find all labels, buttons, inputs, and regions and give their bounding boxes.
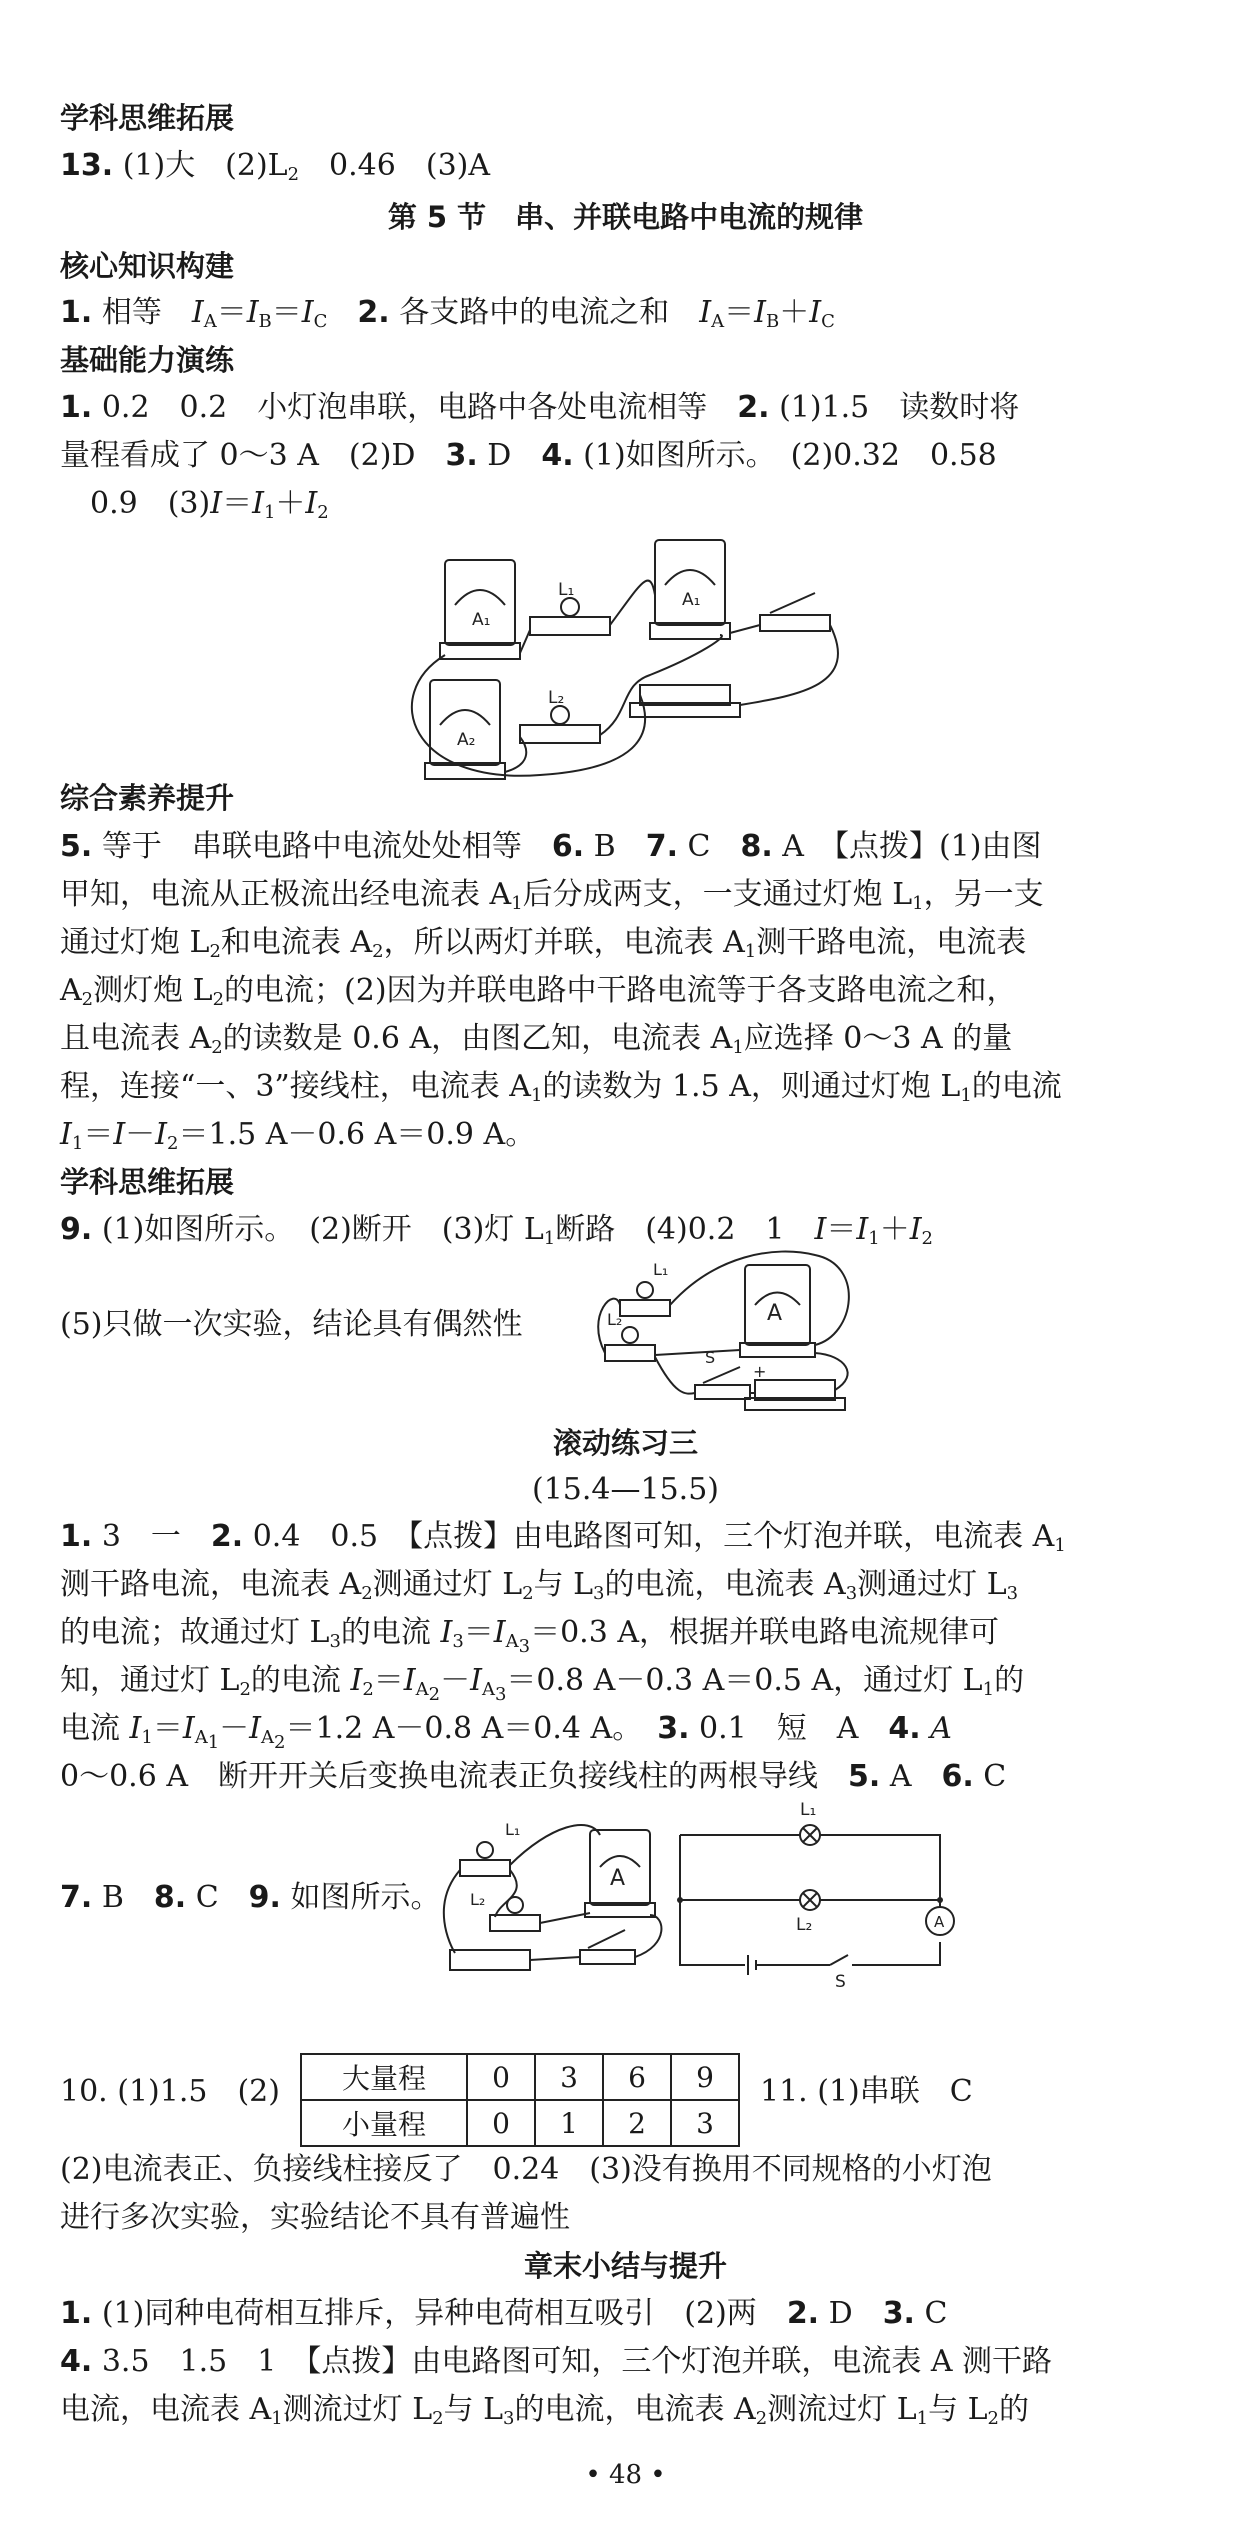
answer-line: 量程看成了 0～3 A (2)D 3. D 4. (1)如图所示。 (2)0.32 0.58 [60, 438, 997, 473]
answer-line: 的电流；故通过灯 $L_3$的电流 $I_3=I_{A_3}=0.3$ A，根据并联电路电流规律可 [60, 1615, 1000, 1657]
table-cell: 小量程 [301, 2100, 467, 2146]
answer-line: 进行多次实验，实验结论不具有普遍性 [60, 2200, 570, 2235]
label-L1: L₁ [800, 1800, 817, 1820]
answer-line: 9. (1)如图所示。 (2)断开 (3)灯 $L_1$断路 (4)0.2 1 $I=I_1+I_2$ [60, 1212, 933, 1249]
label-S: S [705, 1348, 716, 1367]
answer-line: 且电流表 $A_2$的读数是 0.6 A，由图乙知，电流表 $A_1$应选择 0～3 A 的量 [60, 1021, 1013, 1058]
section-heading: 综合素养提升 [60, 781, 235, 815]
answer-line: 电流 $I_1=I_{A_1}-I_{A_2}=1.2$ A－0.8 A＝0.4 A。 3. 0.1 短 A 4. A [60, 1711, 952, 1753]
section-heading: 学科思维拓展 [60, 101, 235, 135]
range-note: (15.4—15.5) [531, 1472, 719, 1507]
label-A: A [610, 1866, 626, 1891]
answer-line: 11. (1)串联 C [760, 2074, 973, 2109]
answer-line: 1. (1)同种电荷相互排斥，异种电荷相互吸引 (2)两 2. D 3. C [60, 2296, 948, 2331]
section-heading: 学科思维拓展 [60, 1165, 235, 1199]
answer-line: 1. 3 一 2. 0.4 0.5 【点拨】由电路图可知，三个灯泡并联，电流表 $A_1$ [60, 1519, 1066, 1556]
answer-line: 1. 相等 $I_A=I_B=I_C$ 2. 各支路中的电流之和 $I_A=I_B+I_C$ [60, 295, 835, 332]
table-cell: 2 [603, 2100, 671, 2146]
table-row [301, 2054, 739, 2100]
label-plus: + [753, 1362, 767, 1381]
label-L2: L₂ [548, 688, 565, 708]
label-L1: L₁ [558, 580, 575, 600]
answer-line: $A_2$测灯炮 $L_2$的电流；(2)因为并联电路中干路电流等于各支路电流之和， [60, 973, 1017, 1010]
answer-line: 0.9 $(3)I=I_1+I_2$ [60, 486, 329, 523]
answer-line: 甲知，电流从正极流出经电流表 $A_1$后分成两支，一支通过灯炮 $L_1$，另一支 [60, 877, 1044, 914]
answer-line: 13. (1)大 $(2)L_2$ 0.46 (3)A [60, 148, 491, 185]
section-title: 滚动练习三 [552, 1426, 698, 1460]
table-cell: 1 [535, 2100, 603, 2146]
answer-line: $I_1=I-I_2=1.5$ A－0.6 A＝0.9 A。 [60, 1117, 536, 1154]
label-A1: A₁ [472, 610, 491, 630]
table-cell: 3 [671, 2100, 739, 2146]
label-S: S [835, 1972, 846, 1990]
section-title: 章末小结与提升 [523, 2249, 727, 2283]
answer-line: 0～0.6 A 断开开关后变换电流表正负接线柱的两根导线 5. A 6. C [60, 1759, 1007, 1794]
circuit-figure-3 [430, 1805, 670, 1980]
answer-line: 7. B 8. C 9. 如图所示。 [60, 1880, 441, 1915]
table-cell: 0 [467, 2100, 535, 2146]
label-L2: L₂ [607, 1310, 623, 1329]
answer-line: 电流，电流表 $A_1$测流过灯 $L_2$与 $L_3$的电流，电流表 $A_2$测流过灯 $L_1$与 $L_2$的 [60, 2392, 1029, 2429]
label-A2: A₂ [457, 730, 476, 750]
section-heading: 基础能力演练 [60, 343, 235, 377]
table-cell: 0 [467, 2054, 535, 2100]
answer-line: 5. 等于 串联电路中电流处处相等 6. B 7. C 8. A 【点拨】(1)由图 [60, 829, 1042, 864]
label-A1: A₁ [682, 590, 701, 610]
section-title: 第 5 节 串、并联电路中电流的规律 [387, 200, 864, 234]
range-table [300, 2053, 740, 2147]
table-prefix: 10. (1)1.5 (2) [60, 2074, 280, 2109]
answer-line: 程，连接“一、3”接线柱，电流表 $A_1$的读数为 1.5 A，则通过灯炮 $L_1$的电流 [60, 1069, 1062, 1106]
table-cell: 6 [603, 2054, 671, 2100]
table-row [301, 2100, 739, 2146]
circuit-figure-2 [595, 1245, 855, 1420]
table-cell: 9 [671, 2054, 739, 2100]
answer-line: 1. 0.2 0.2 小灯泡串联，电路中各处电流相等 2. (1)1.5 读数时将 [60, 390, 1020, 425]
circuit-figure-1 [400, 525, 840, 785]
label-A: A [767, 1301, 783, 1326]
answer-line: 知，通过灯 $L_2$的电流 $I_2=I_{A_2}-I_{A_3}=0.8$ A－0.3 A＝0.5 A，通过灯 $L_1$的 [60, 1663, 1025, 1705]
circuit-schematic [670, 1780, 970, 1990]
label-L2: L₂ [796, 1915, 813, 1935]
label-L1: L₁ [653, 1260, 669, 1279]
label-L1: L₁ [505, 1820, 521, 1839]
answer-line: (5)只做一次实验，结论具有偶然性 [60, 1307, 523, 1342]
page-number: • 48 • [585, 2460, 666, 2490]
answer-line: (2)电流表正、负接线柱接反了 0.24 (3)没有换用不同规格的小灯泡 [60, 2152, 992, 2187]
table-cell: 3 [535, 2054, 603, 2100]
section-heading: 核心知识构建 [60, 249, 235, 283]
answer-line: 通过灯炮 $L_2$和电流表 $A_2$，所以两灯并联，电流表 $A_1$测干路电流，电流表 [60, 925, 1027, 962]
label-A: A [934, 1913, 945, 1931]
table-cell: 大量程 [301, 2054, 467, 2100]
answer-line: 测干路电流，电流表 $A_2$测通过灯 $L_2$与 $L_3$的电流，电流表 $A_3$测通过灯 $L_3$ [60, 1567, 1019, 1604]
answer-line: 4. 3.5 1.5 1 【点拨】由电路图可知，三个灯泡并联，电流表 A 测干路 [60, 2344, 1053, 2379]
label-L2: L₂ [470, 1890, 486, 1909]
